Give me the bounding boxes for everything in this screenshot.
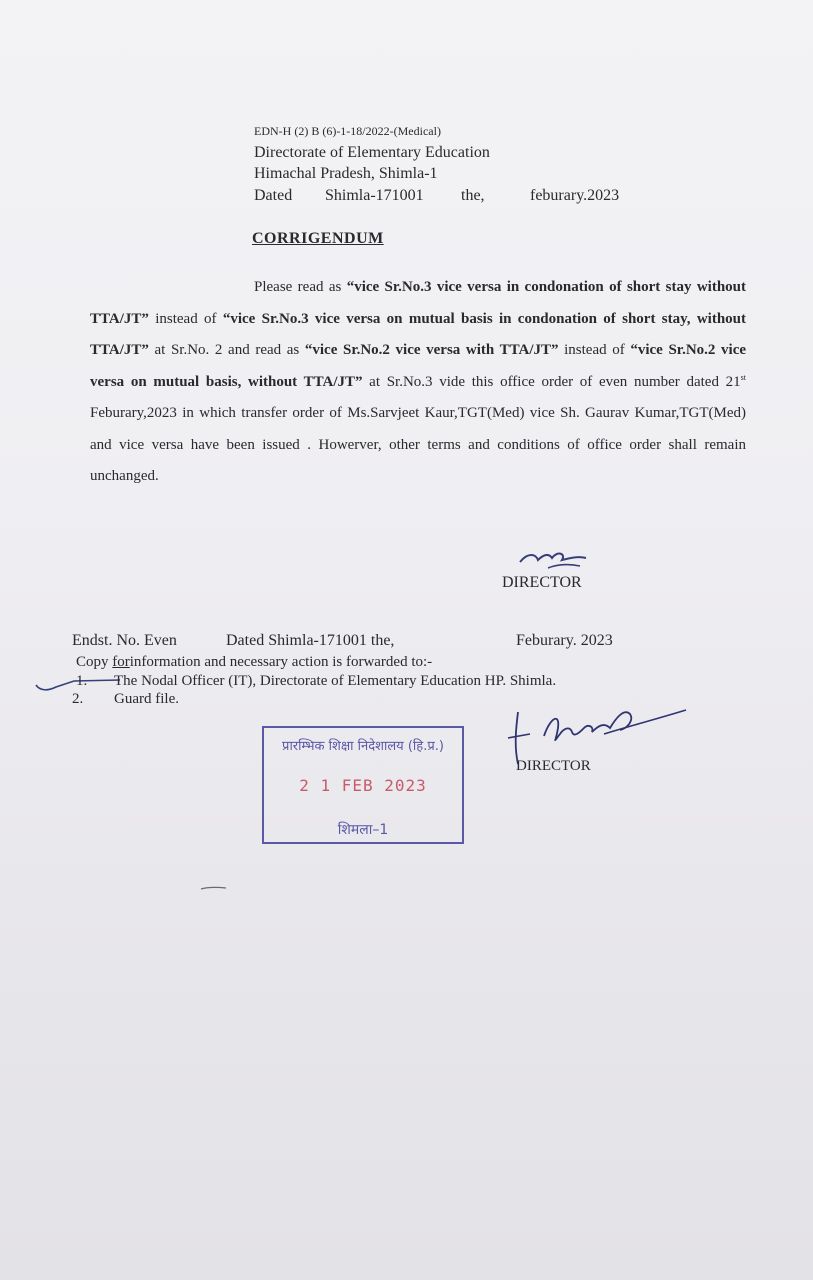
copy-item-2-number: 2. — [72, 691, 84, 707]
copy-item-1-number: 1. — [76, 673, 88, 689]
corrigendum-body — [90, 272, 746, 493]
stamp-place: शिमला–1 — [337, 822, 389, 838]
office-stamp — [262, 726, 464, 844]
director-initials-signature — [518, 546, 588, 572]
office-name: Directorate of Elementary Education — [254, 144, 490, 161]
body-text-4: instead of — [558, 342, 631, 358]
body-text-6: Feburary,2023 in which transfer order of Ms.Sarvjeet Kaur,TGT(Med) vice Sh. Gaurav Kumar,TGT(Med) and vice versa have been issued . Howerver, other terms and conditions of office order shall remain unchanged. — [90, 405, 746, 484]
copy-for-word: for — [112, 654, 130, 670]
body-text-2: instead of — [148, 310, 223, 327]
director-designation: DIRECTOR — [502, 574, 582, 591]
endorsement-line — [72, 632, 632, 654]
stamp-office-name: प्रारम्भिक शिक्षा निदेशालय (हि.प्र.) — [282, 739, 444, 754]
body-quote-1: “vice Sr.No.3 vice versa in condonation of short stay without TTA/JT” — [90, 279, 746, 327]
endorsement-dated: Dated Shimla-171001 the, — [226, 632, 395, 649]
body-quote-4: “vice Sr.No.2 vice versa on mutual basis, without TTA/JT” — [90, 342, 747, 390]
director-designation-2: DIRECTOR — [516, 758, 591, 774]
body-text-1: Please read as — [254, 279, 347, 295]
copy-item-2-text: Guard file. — [114, 691, 179, 707]
copy-item-1-text: The Nodal Officer (IT), Directorate of Elementary Education HP. Shimla. — [114, 673, 557, 689]
date-suffix: st — [740, 372, 746, 382]
dated-date: feburary.2023 — [530, 187, 620, 204]
office-address: Himachal Pradesh, Shimla-1 — [254, 165, 438, 182]
file-number: EDN-H (2) B (6)-1-18/2022-(Medical) — [254, 124, 441, 138]
body-quote-2: “vice Sr.No.3 vice versa on mutual basis in condonation of short stay, without TTA/JT” — [90, 310, 747, 358]
stamp-date: 2 1 FEB 2023 — [299, 776, 427, 795]
copy-rest: information and necessary action is forwarded to:- — [129, 654, 433, 670]
body-text-5: at Sr.No.3 vide this office order of even number dated 21 — [362, 373, 741, 390]
body-quote-3: “vice Sr.No.2 vice versa with TTA/JT” — [304, 342, 559, 358]
body-text-3: at Sr.No. 2 and read as — [148, 342, 305, 358]
endorsement-date: Feburary. 2023 — [516, 632, 613, 649]
dated-place: Shimla-171001 — [325, 187, 424, 204]
pen-mark — [200, 884, 230, 892]
dated-the: the, — [461, 187, 485, 204]
document-title: CORRIGENDUM — [252, 230, 384, 247]
copy-forwarded-line — [76, 654, 432, 671]
copy-word: Copy — [76, 654, 113, 670]
dated-line — [254, 187, 654, 209]
endorsement-number: Endst. No. Even — [72, 632, 177, 649]
dated-label: Dated — [254, 187, 293, 204]
